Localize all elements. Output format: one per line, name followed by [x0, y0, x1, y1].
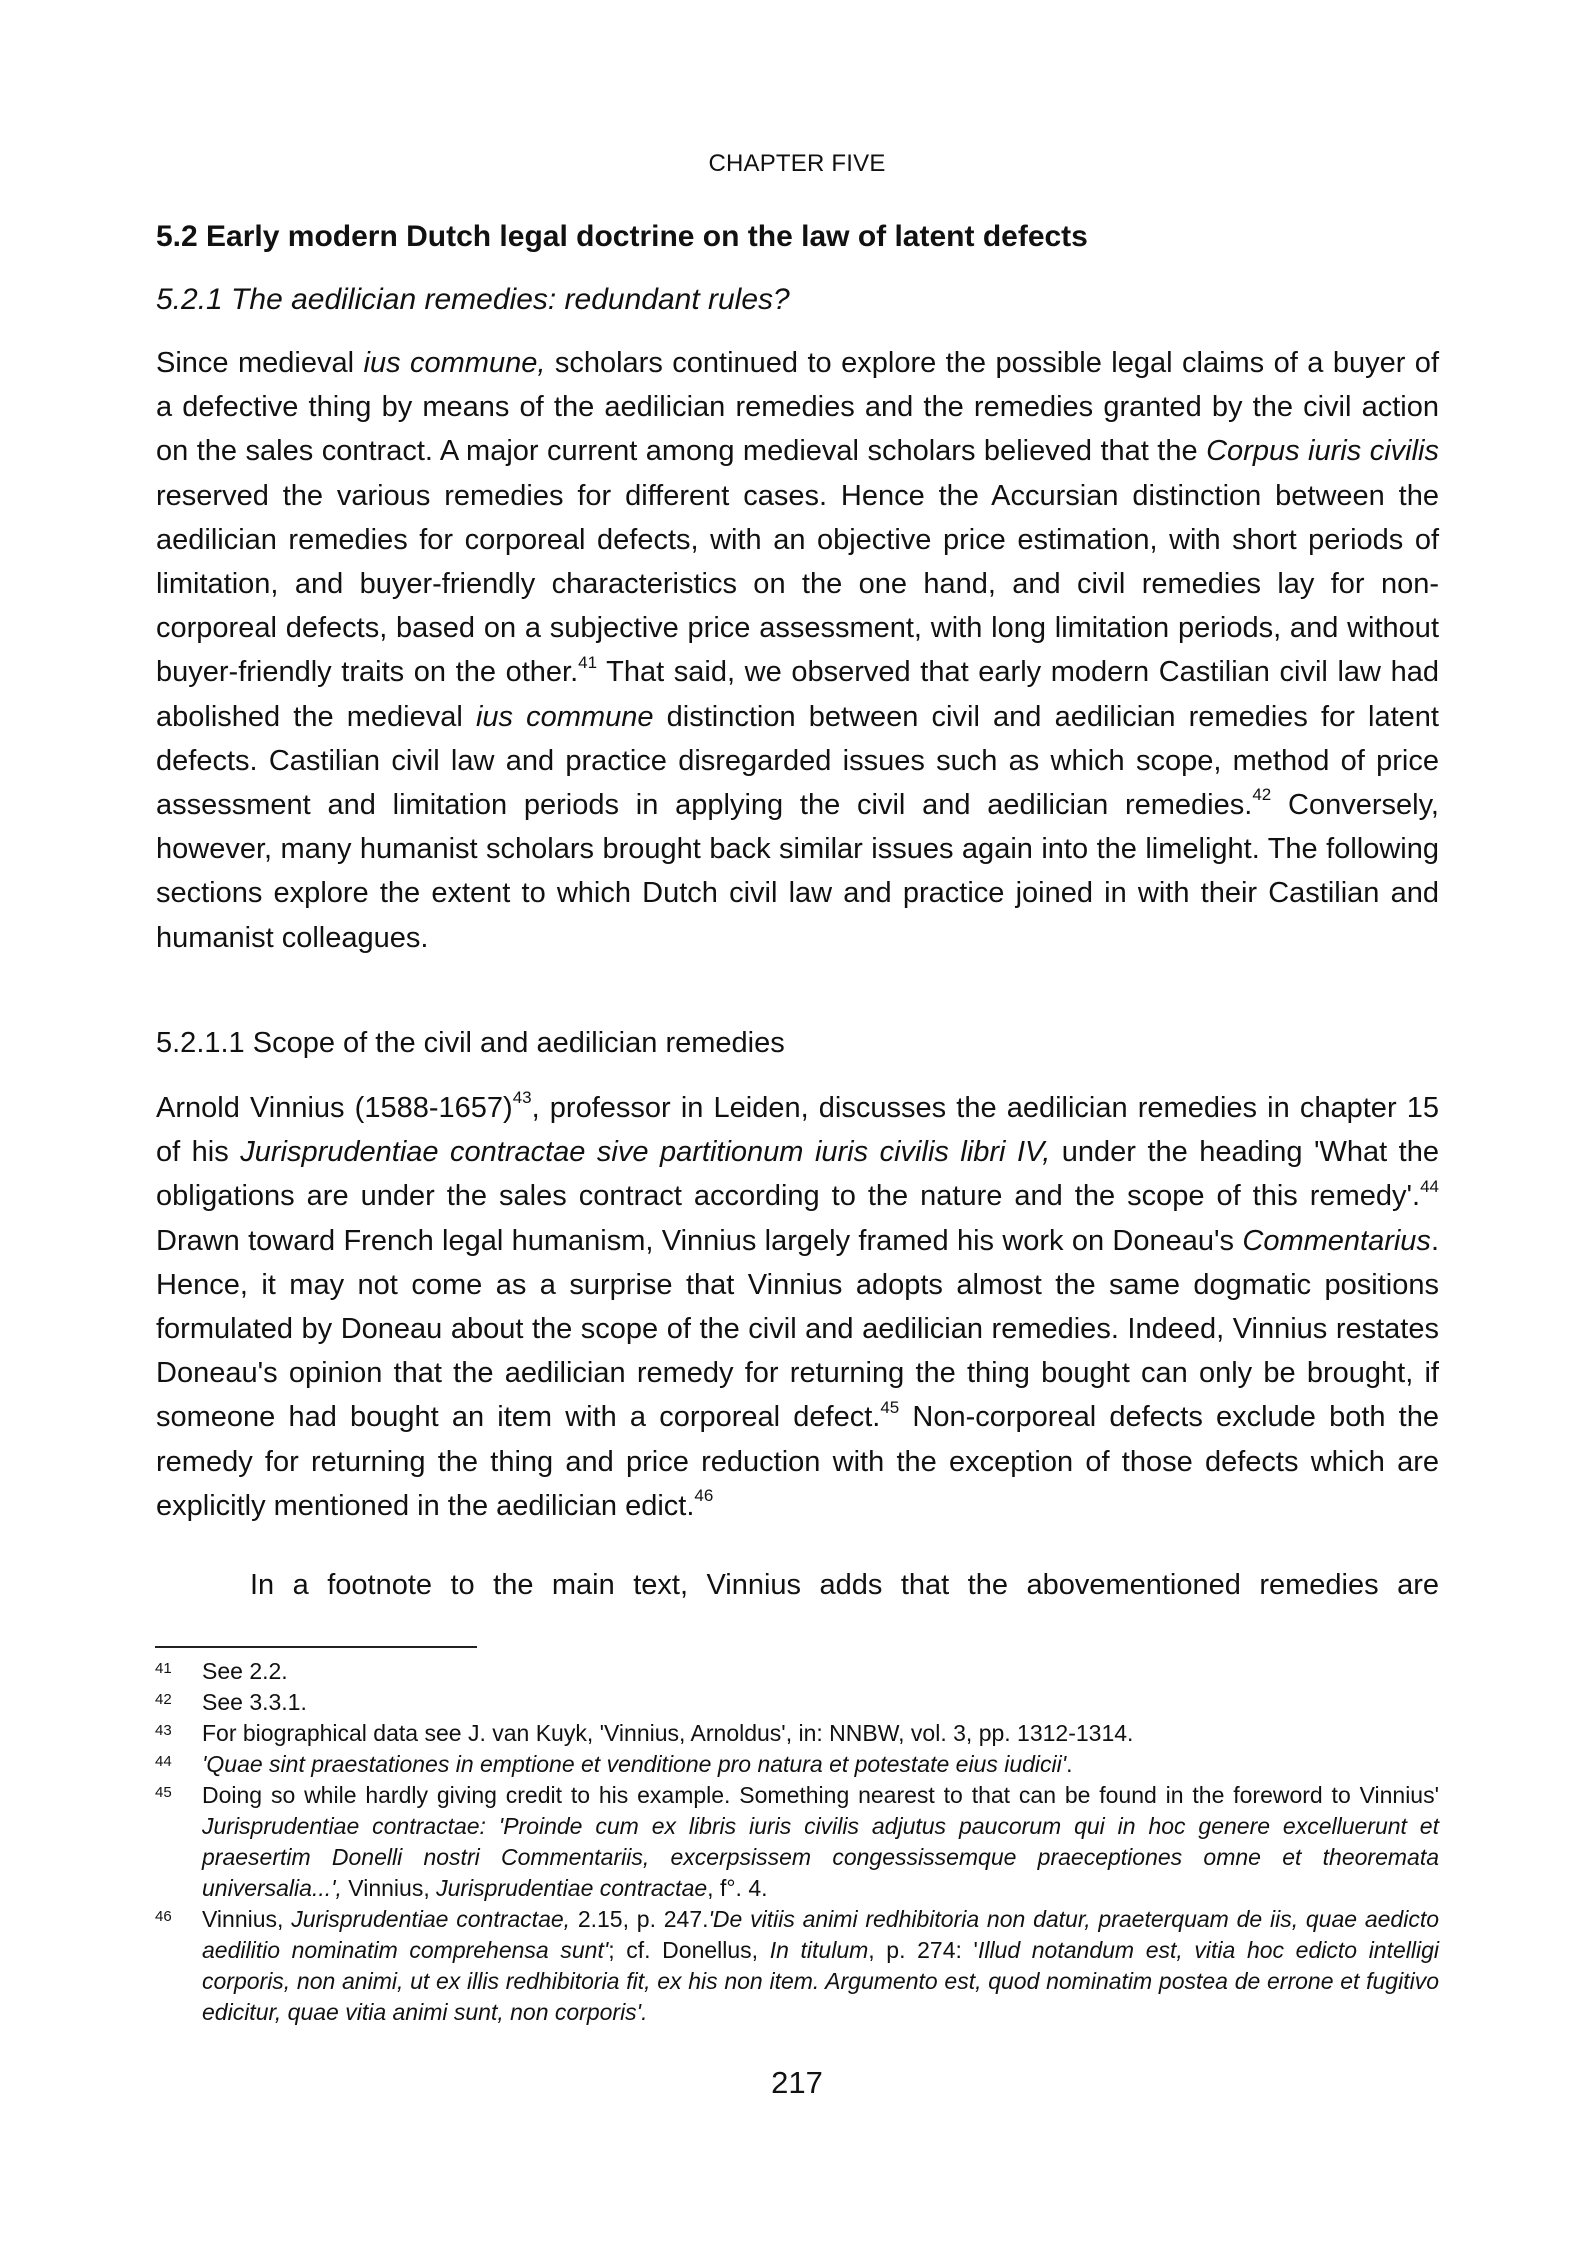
- text: Since medieval: [156, 347, 364, 379]
- footnote-number: 43: [155, 1722, 172, 1739]
- footnote-number: 46: [155, 1908, 172, 1925]
- footnote-number: 42: [155, 1691, 172, 1708]
- italic-term: Corpus iuris civilis: [1206, 435, 1439, 468]
- subsection-heading: 5.2.1 The aedilician remedies: redundant rules?: [156, 283, 790, 316]
- text: . Hence, it may not come as a surprise that Vinnius adopts almost the same dogmatic positions formulated by Doneau about the scope of the civil and aedilician remedies. Indeed, Vinnius restates Doneau's opinion that the aedilician remedy for returning the thing bought can only be brought, if someone had bought an item with a corporeal defect.: [156, 1224, 1439, 1434]
- text: Conversely, however, many humanist scholars brought back similar issues again into the limelight. The following sections explore the extent to which Dutch civil law and practice joined in with their Castilian and humanist colleagues.: [156, 789, 1439, 954]
- footnotes: [155, 1656, 1439, 2028]
- italic-title: Jurisprudentiae contractae sive partitionum iuris civilis libri IV,: [240, 1136, 1051, 1169]
- footnote-ref-43[interactable]: 43: [512, 1088, 532, 1108]
- italic-term: ius commune,: [363, 347, 546, 379]
- text: That said, we observed that early modern Castilian civil law had abolished the medieval: [156, 656, 1439, 733]
- footnote-ref-46[interactable]: 46: [694, 1486, 714, 1506]
- footnote-text: ; cf. Donellus,: [608, 1937, 770, 1963]
- footnote-ref-44[interactable]: 44: [1420, 1176, 1439, 1196]
- text: under the heading 'What the obligations are under the sales contract according to the nature and the scope of this remedy'.: [156, 1136, 1439, 1213]
- text: Non-corporeal defects exclude both the remedy for returning the thing and price reduction with the exception of those defects which are explicitly mentioned in the aedilician edict.: [156, 1401, 1439, 1522]
- footnote-ref-41[interactable]: 41: [578, 652, 598, 672]
- footnote-quote: Jurisprudentiae contractae: 'Proinde cum ex libris iuris civilis adjutus paucorum qui in hoc genere excelluerunt et praesertim Donelli nostri Commentariis, excerpsissem congessissemque praeceptiones omne et theoremata universalia...',: [202, 1813, 1439, 1901]
- text: reserved the various remedies for different cases. Hence the Accursian distinction between the aedilician remedies for corporeal defects, with an objective price estimation, with short periods of limitation, and buyer-friendly characteristics on the one hand, and civil remedies lay for non-corporeal defects, based on a subjective price assessment, with long limitation periods, and without buyer-friendly traits on the other.: [156, 479, 1439, 689]
- footnote-title: Jurisprudentiae contractae,: [291, 1906, 571, 1932]
- footnote-quote: 'Quae sint praestationes in emptione et venditione pro natura et potestate eius iudicii': [202, 1751, 1067, 1777]
- running-head: CHAPTER FIVE: [708, 150, 886, 177]
- footnote-ref-42[interactable]: 42: [1252, 785, 1272, 805]
- footnote-44: [155, 1749, 1439, 1780]
- footnote-ref-45[interactable]: 45: [880, 1397, 900, 1417]
- text: scholars continued to explore the possible legal claims of a buyer of a defective thing by means of the aedilician remedies and the remedies granted by the civil action on the sales contract. A major current among medieval scholars believed that the: [156, 347, 1439, 468]
- text: , professor in Leiden, discusses the aedilician remedies in chapter 15 of his: [156, 1092, 1439, 1169]
- page-number: 217: [771, 2065, 823, 2100]
- subsubsection-heading: 5.2.1.1 Scope of the civil and aedilician remedies: [156, 1027, 785, 1059]
- footnote-text: 2.15, p. 247.: [570, 1906, 709, 1932]
- italic-title: Commentarius: [1242, 1224, 1431, 1257]
- footnote-41: [155, 1656, 1439, 1687]
- footnote-text: .: [1066, 1751, 1073, 1777]
- footnote-46: [155, 1904, 1439, 2028]
- footnote-text: For biographical data see J. van Kuyk, 'Vinnius, Arnoldus', in: NNBW, vol. 3, pp. 1312-1314.: [202, 1720, 1134, 1746]
- footnote-43: [155, 1718, 1439, 1749]
- footnote-text: See 2.2.: [202, 1658, 288, 1684]
- footnote-title: Jurisprudentiae contractae: [436, 1875, 708, 1901]
- body-paragraph-2: [156, 1086, 1439, 1528]
- text: distinction between civil and aedilician remedies for latent defects. Castilian civil law and practice disregarded issues such as which scope, method of price assessment and limitation periods in applying the civil and aedilician remedies.: [156, 700, 1439, 822]
- footnote-text: Doing so while hardly giving credit to his example. Something nearest to that can be found in the foreword to Vinnius': [202, 1782, 1439, 1808]
- text: Arnold Vinnius (1588-1657): [156, 1092, 513, 1124]
- footnote-text: Vinnius,: [202, 1906, 292, 1932]
- footnote-quote: Illud notandum est, vitia hoc edicto intelligi corporis, non animi, ut ex illis redhibitoria fit, ex his non item. Argumento est, quod nominatim postea de errone et fugitivo edicitur, quae vitia animi sunt, non corporis'.: [202, 1937, 1440, 2025]
- body-paragraph-3: In a footnote to the main text, Vinnius adds that the abovementioned remedies are: [250, 1569, 1439, 1601]
- footnote-text: Vinnius,: [341, 1875, 437, 1901]
- footnote-text: , f°. 4.: [707, 1875, 768, 1901]
- footnote-42: [155, 1687, 1439, 1718]
- footnote-title: In titulum: [769, 1937, 869, 1963]
- italic-term: ius commune: [475, 700, 654, 733]
- footnote-number: 44: [155, 1753, 172, 1770]
- section-heading: 5.2 Early modern Dutch legal doctrine on the law of latent defects: [156, 220, 1088, 253]
- footnote-text: See 3.3.1.: [202, 1689, 307, 1715]
- body-paragraph-1: [156, 341, 1439, 960]
- footnote-quote: 'De vitiis animi redhibitoria non datur, praeterquam de iis, quae aedicto aedilitio nominatim comprehensa sunt': [202, 1906, 1439, 1963]
- text: Drawn toward French legal humanism, Vinnius largely framed his work on Doneau's: [156, 1224, 1243, 1257]
- footnote-text: , p. 274: ': [868, 1937, 978, 1963]
- footnote-number: 41: [155, 1660, 172, 1677]
- footnote-separator: [155, 1646, 477, 1648]
- footnote-number: 45: [155, 1784, 172, 1801]
- footnote-45: [155, 1780, 1439, 1904]
